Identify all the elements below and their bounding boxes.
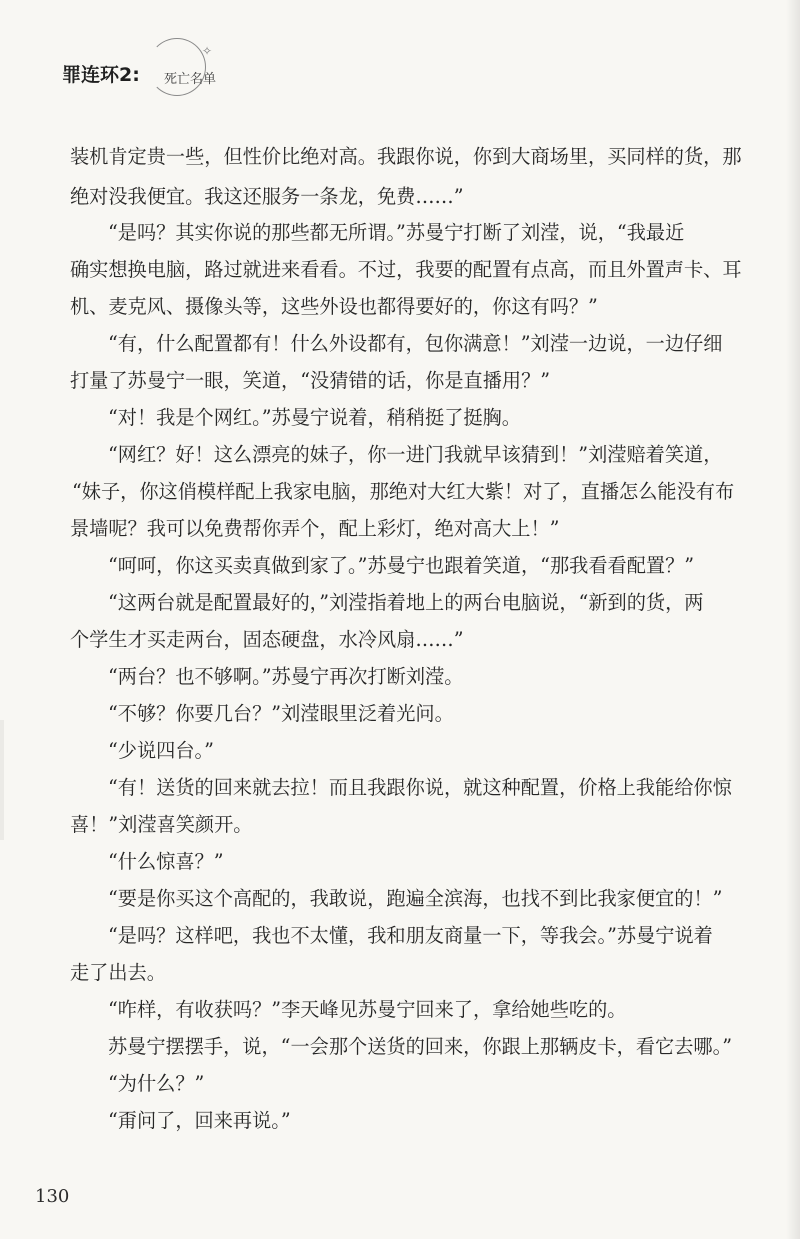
header-spark-icon: ✧ xyxy=(202,44,213,58)
text-line: 喜！”刘滢喜笑颜开。 xyxy=(70,813,253,836)
text-line: “为什么？” xyxy=(108,1072,205,1095)
text-line: “对！我是个网红。”苏曼宁说着，稍稍挺了挺胸。 xyxy=(108,406,521,429)
series-title: 罪连环2: xyxy=(62,64,140,86)
page-edge-shadow xyxy=(786,0,800,1239)
text-line: “要是你买这个高配的，我敢说，跑遍全滨海，也找不到比我家便宜的！” xyxy=(108,887,723,910)
text-line: “咋样，有收获吗？”李天峰见苏曼宁回来了，拿给她些吃的。 xyxy=(108,998,627,1021)
text-line: 确实想换电脑，路过就进来看看。不过，我要的配置有点高，而且外置声卡、耳 xyxy=(70,258,742,281)
text-line: “少说四台。” xyxy=(108,739,214,762)
book-subtitle: 死亡名单 xyxy=(164,72,217,87)
text-line: “两台？也不够啊。”苏曼宁再次打断刘滢。 xyxy=(108,665,464,688)
text-line: “有，什么配置都有！什么外设都有，包你满意！”刘滢一边说，一边仔细 xyxy=(108,332,723,355)
page-number: 130 xyxy=(35,1186,70,1207)
page-fold-shadow xyxy=(0,720,4,840)
text-line: “甭问了，回来再说。” xyxy=(108,1109,291,1132)
text-line: 装机肯定贵一些，但性价比绝对高。我跟你说，你到大商场里，买同样的货，那 xyxy=(70,145,742,168)
text-line: 个学生才买走两台，固态硬盘，水冷风扇……” xyxy=(70,628,464,651)
text-line: “呵呵，你这买卖真做到家了。”苏曼宁也跟着笑道，“那我看看配置？” xyxy=(108,554,695,577)
text-line: 走了出去。 xyxy=(70,961,166,984)
text-line: “是吗？这样吧，我也不太懂，我和朋友商量一下，等我会。”苏曼宁说着 xyxy=(108,924,713,947)
text-line: “是吗？其实你说的那些都无所谓。”苏曼宁打断了刘滢，说，“我最近 xyxy=(108,221,685,244)
text-line: “不够？你要几台？”刘滢眼里泛着光问。 xyxy=(108,702,454,725)
text-line: 景墙呢？我可以免费帮你弄个，配上彩灯，绝对高大上！” xyxy=(70,517,560,540)
text-line: 绝对没我便宜。我这还服务一条龙，免费……” xyxy=(70,185,464,208)
text-line: “有！送货的回来就去拉！而且我跟你说，就这种配置，价格上我能给你惊 xyxy=(108,776,732,799)
text-line: 机、麦克风、摄像头等，这些外设也都得要好的，你这有吗？” xyxy=(70,295,598,318)
text-line: “什么惊喜？” xyxy=(108,850,224,873)
text-line: “这两台就是配置最好的，”刘滢指着地上的两台电脑说，“新到的货，两 xyxy=(108,591,704,614)
text-line: 打量了苏曼宁一眼，笑道，“没猜错的话，你是直播用？” xyxy=(70,369,551,392)
text-line: “网红？好！这么漂亮的妹子，你一进门我就早该猜到！”刘滢赔着笑道， xyxy=(108,443,723,466)
text-line: “妹子，你这俏模样配上我家电脑，那绝对大红大紫！对了，直播怎么能没有布 xyxy=(72,480,735,503)
text-line: 苏曼宁摆摆手，说，“一会那个送货的回来，你跟上那辆皮卡，看它去哪。” xyxy=(108,1035,733,1058)
